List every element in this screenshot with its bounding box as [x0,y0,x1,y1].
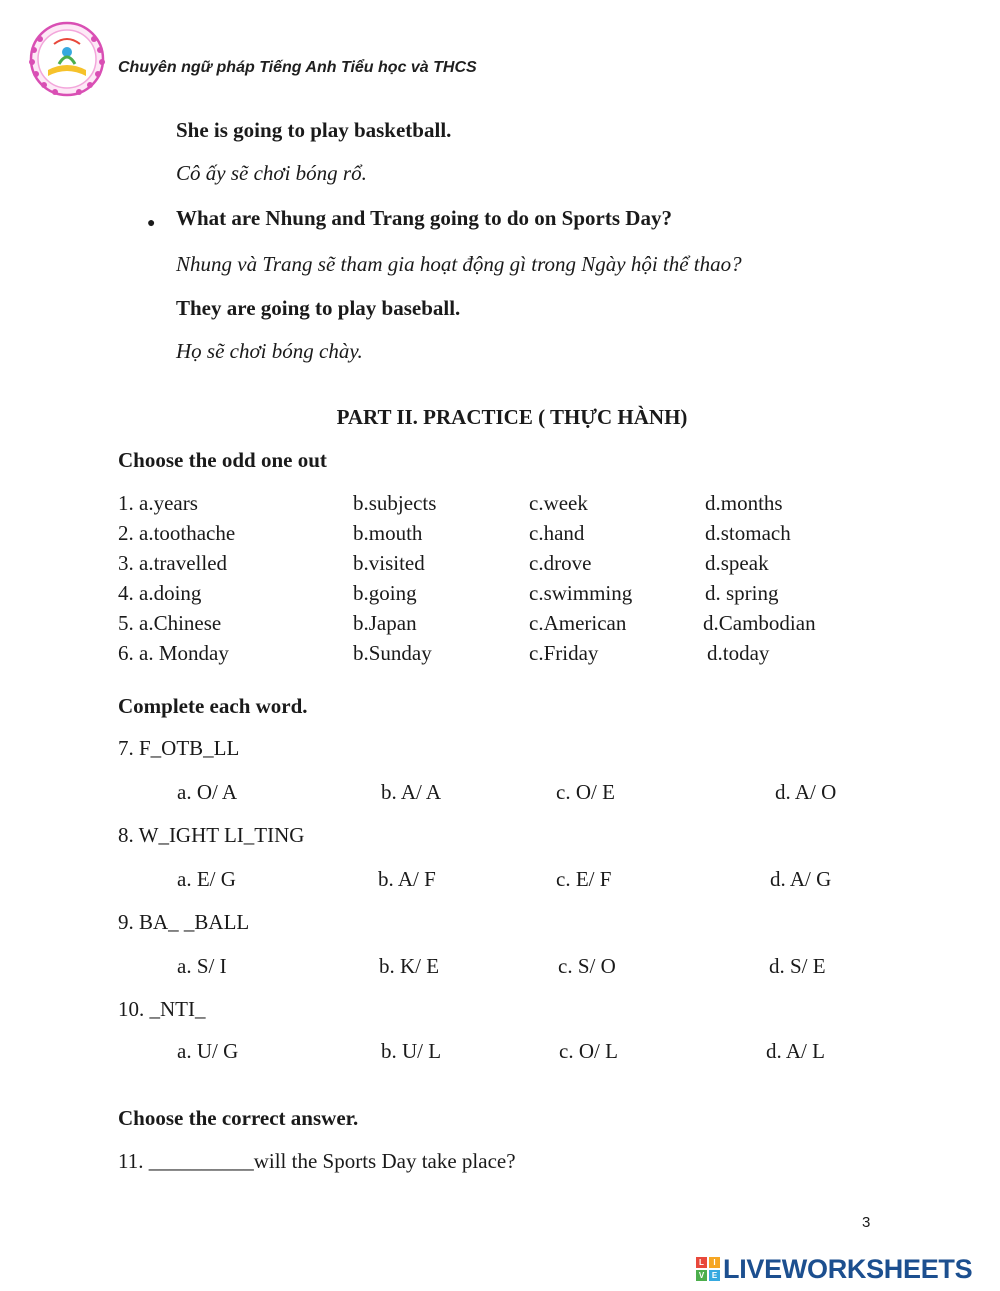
q7-option-c[interactable]: c. O/ E [556,780,615,804]
q4-option-b[interactable]: b.going [353,581,417,605]
q9-option-d[interactable]: d. S/ E [769,954,826,978]
section2-heading: Complete each word. [118,694,308,718]
q5-option-b[interactable]: b.Japan [353,611,417,635]
q5-option-d[interactable]: d.Cambodian [703,611,816,635]
liveworksheets-logo [696,1254,972,1284]
liveworksheets-brand: LIVEWORKSHEETS [723,1253,973,1284]
header-title: Chuyên ngữ pháp Tiếng Anh Tiểu học và THCS [118,59,477,76]
q4-option-a[interactable]: 4. a.doing [118,581,202,605]
q2-option-c[interactable]: c.hand [529,521,585,545]
section1-heading: Choose the odd one out [118,448,327,472]
q10-option-b[interactable]: b. U/ L [381,1039,442,1063]
q5-option-a[interactable]: 5. a.Chinese [118,611,222,635]
q4-option-d[interactable]: d. spring [705,581,779,605]
q8-option-a[interactable]: a. E/ G [177,867,236,891]
q3-option-b[interactable]: b.visited [353,551,425,575]
q6-option-a[interactable]: 6. a. Monday [118,641,229,665]
q6-option-c[interactable]: c.Friday [529,641,599,665]
q1-option-c[interactable]: c.week [529,491,588,515]
q10-option-a[interactable]: a. U/ G [177,1039,239,1063]
q10-option-c[interactable]: c. O/ L [559,1039,618,1063]
q7-option-d[interactable]: d. A/ O [775,780,837,804]
q9-option-c[interactable]: c. S/ O [558,954,616,978]
answer1-vietnamese: Cô ấy sẽ chơi bóng rổ. [176,161,367,185]
q9-option-b[interactable]: b. K/ E [379,954,440,978]
q3-option-d[interactable]: d.speak [705,551,769,575]
q8-option-c[interactable]: c. E/ F [556,867,612,891]
q5-option-c[interactable]: c.American [529,611,627,635]
q7-option-a[interactable]: a. O/ A [177,780,238,804]
liveworksheets-blocks-icon: L I V E [696,1257,720,1281]
answer2-vietnamese: Họ sẽ chơi bóng chày. [176,339,363,363]
section3-heading: Choose the correct answer. [118,1106,359,1130]
q7-option-b[interactable]: b. A/ A [381,780,442,804]
q4-option-c[interactable]: c.swimming [529,581,633,605]
q2-option-b[interactable]: b.mouth [353,521,423,545]
question2-vietnamese: Nhung và Trang sẽ tham gia hoạt động gì trong Ngày hội thể thao? [176,252,742,276]
q11-question: 11. __________will the Sports Day take place? [118,1149,516,1173]
bullet-icon: ● [147,216,156,231]
q7-question: 7. F_OTB_LL [118,736,240,760]
q10-question: 10. _NTI_ [118,997,206,1021]
answer1-english: She is going to play basketball. [176,118,452,142]
q2-option-a[interactable]: 2. a.toothache [118,521,236,545]
q1-option-a[interactable]: 1. a.years [118,491,198,515]
q3-option-a[interactable]: 3. a.travelled [118,551,228,575]
q3-option-c[interactable]: c.drove [529,551,592,575]
part-title: PART II. PRACTICE ( THỰC HÀNH) [336,405,688,429]
q6-option-b[interactable]: b.Sunday [353,641,432,665]
answer2-english: They are going to play baseball. [176,296,461,320]
page-number: 3 [862,1214,871,1231]
q1-option-b[interactable]: b.subjects [353,491,437,515]
q8-option-d[interactable]: d. A/ G [770,867,832,891]
q9-option-a[interactable]: a. S/ I [177,954,227,978]
q8-question: 8. W_IGHT LI_TING [118,823,305,847]
school-logo [26,20,108,98]
q8-option-b[interactable]: b. A/ F [378,867,436,891]
q10-option-d[interactable]: d. A/ L [766,1039,825,1063]
question2-english: What are Nhung and Trang going to do on Sports Day? [176,206,672,230]
q9-question: 9. BA_ _BALL [118,910,250,934]
q2-option-d[interactable]: d.stomach [705,521,791,545]
q1-option-d[interactable]: d.months [705,491,783,515]
q6-option-d[interactable]: d.today [707,641,770,665]
